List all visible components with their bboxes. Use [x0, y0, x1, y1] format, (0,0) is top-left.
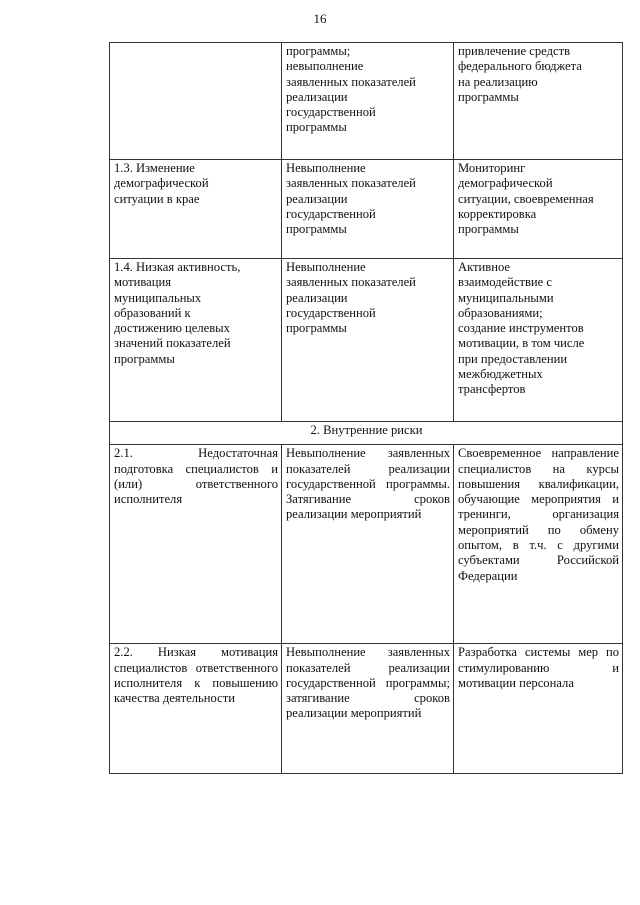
consequence-cell: Невыполнение заявленных показателей реализации государственной программы	[282, 160, 454, 259]
measures-cell: Разработка системы мер по стимулированию и мотивации персонала	[454, 644, 623, 774]
table-row	[110, 445, 623, 644]
consequence-cell: Невыполнение заявленных показателей реализации государственной программы. Затягивание сроков реализации мероприятий	[282, 445, 454, 644]
table-row	[110, 43, 623, 160]
measures-cell: Своевременное направление специалистов на курсы повышения квалификации, обучающие мероприятия и тренинги, организация мероприятий по обмену опытом, в т.ч. с другими субъектами Российской Федерации	[454, 445, 623, 644]
consequence-cell: Невыполнение заявленных показателей реализации государственной программы	[282, 259, 454, 422]
risk-cell	[110, 43, 282, 160]
table-row	[110, 160, 623, 259]
page-number: 16	[313, 11, 327, 26]
section-row	[110, 422, 623, 445]
consequence-cell: программы; невыполнение заявленных показателей реализации государственной программы	[282, 43, 454, 160]
table-row	[110, 259, 623, 422]
measures-cell: привлечение средств федерального бюджета на реализацию программы	[454, 43, 623, 160]
risk-cell: 2.1. Недостаточная подготовка специалистов и (или) ответственного исполнителя	[110, 445, 282, 644]
measures-cell: Активное взаимодействие с муниципальными образованиями; создание инструментов мотивации, в том числе при предоставлении межбюджетных трансфертов	[454, 259, 623, 422]
risk-cell: 2.2. Низкая мотивация специалистов ответственного исполнителя к повышению качества деятельности	[110, 644, 282, 774]
risk-cell: 1.3. Изменение демографической ситуации в крае	[110, 160, 282, 259]
table-row	[110, 644, 623, 774]
risk-table	[109, 42, 623, 774]
section-heading-internal-risks: 2. Внутренние риски	[110, 422, 623, 445]
measures-cell: Мониторинг демографической ситуации, своевременная корректировка программы	[454, 160, 623, 259]
consequence-cell: Невыполнение заявленных показателей реализации государственной программы; затягивание сроков реализации мероприятий	[282, 644, 454, 774]
risk-cell: 1.4. Низкая активность, мотивация муниципальных образований к достижению целевых значений показателей программы	[110, 259, 282, 422]
